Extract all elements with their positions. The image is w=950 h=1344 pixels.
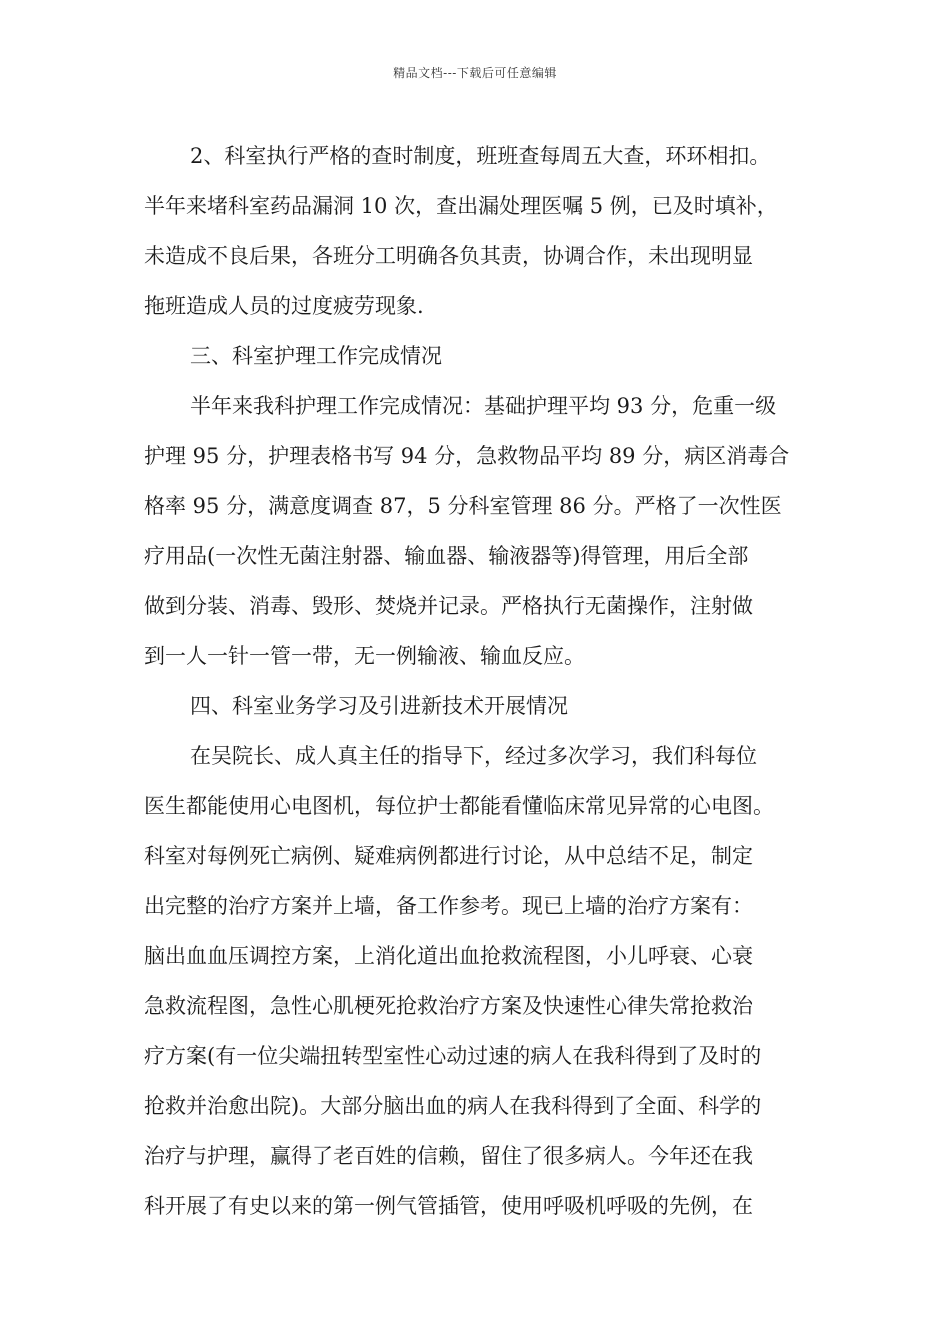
paragraph-line: 医生都能使用心电图机，每位护士都能看懂临床常见异常的心电图。: [144, 794, 774, 818]
paragraph-line: 拖班造成人员的过度疲劳现象.: [144, 294, 424, 318]
paragraph-line: 科室对每例死亡病例、疑难病例都进行讨论，从中总结不足，制定: [144, 844, 753, 868]
section-heading: 三、科室护理工作完成情况: [190, 344, 442, 368]
paragraph-line: 疗方案(有一位尖端扭转型室性心动过速的病人在我科得到了及时的: [144, 1044, 762, 1068]
paragraph-line: 做到分装、消毒、毁形、焚烧并记录。严格执行无菌操作，注射做: [144, 594, 753, 618]
paragraph-line: 疗用品(一次性无菌注射器、输血器、输液器等)得管理，用后全部: [144, 544, 749, 568]
page-header: 精品文档---下载后可任意编辑: [393, 66, 557, 80]
paragraph-line: 急救流程图，急性心肌梗死抢救治疗方案及快速性心律失常抢救治: [144, 994, 753, 1018]
paragraph-line: 护理 95 分，护理表格书写 94 分，急救物品平均 89 分，病区消毒合: [144, 444, 790, 468]
paragraph-line: 在吴院长、成人真主任的指导下，经过多次学习，我们科每位: [190, 744, 757, 768]
paragraph-line: 出完整的治疗方案并上墙，备工作参考。现已上墙的治疗方案有：: [144, 894, 753, 918]
paragraph-line: 格率 95 分，满意度调查 87，5 分科室管理 86 分。严格了一次性医: [144, 494, 782, 518]
paragraph-line: 2、科室执行严格的查时制度，班班查每周五大查，环环相扣。: [190, 144, 771, 168]
paragraph-line: 科开展了有史以来的第一例气管插管，使用呼吸机呼吸的先例，在: [144, 1194, 753, 1218]
paragraph-line: 半年来我科护理工作完成情况：基础护理平均 93 分，危重一级: [190, 394, 777, 418]
paragraph-line: 到一人一针一管一带，无一例输液、输血反应。: [144, 644, 585, 668]
paragraph-line: 抢救并治愈出院)。大部分脑出血的病人在我科得到了全面、科学的: [144, 1094, 762, 1118]
paragraph-line: 脑出血血压调控方案，上消化道出血抢救流程图，小儿呼衰、心衰: [144, 944, 753, 968]
paragraph-line: 治疗与护理，赢得了老百姓的信赖，留住了很多病人。今年还在我: [144, 1144, 753, 1168]
paragraph-line: 未造成不良后果，各班分工明确各负其责，协调合作，未出现明显: [144, 244, 753, 268]
paragraph-line: 半年来堵科室药品漏洞 10 次，查出漏处理医嘱 5 例，已及时填补，: [144, 194, 778, 218]
document-body: [144, 131, 812, 1231]
section-heading: 四、科室业务学习及引进新技术开展情况: [190, 694, 568, 718]
